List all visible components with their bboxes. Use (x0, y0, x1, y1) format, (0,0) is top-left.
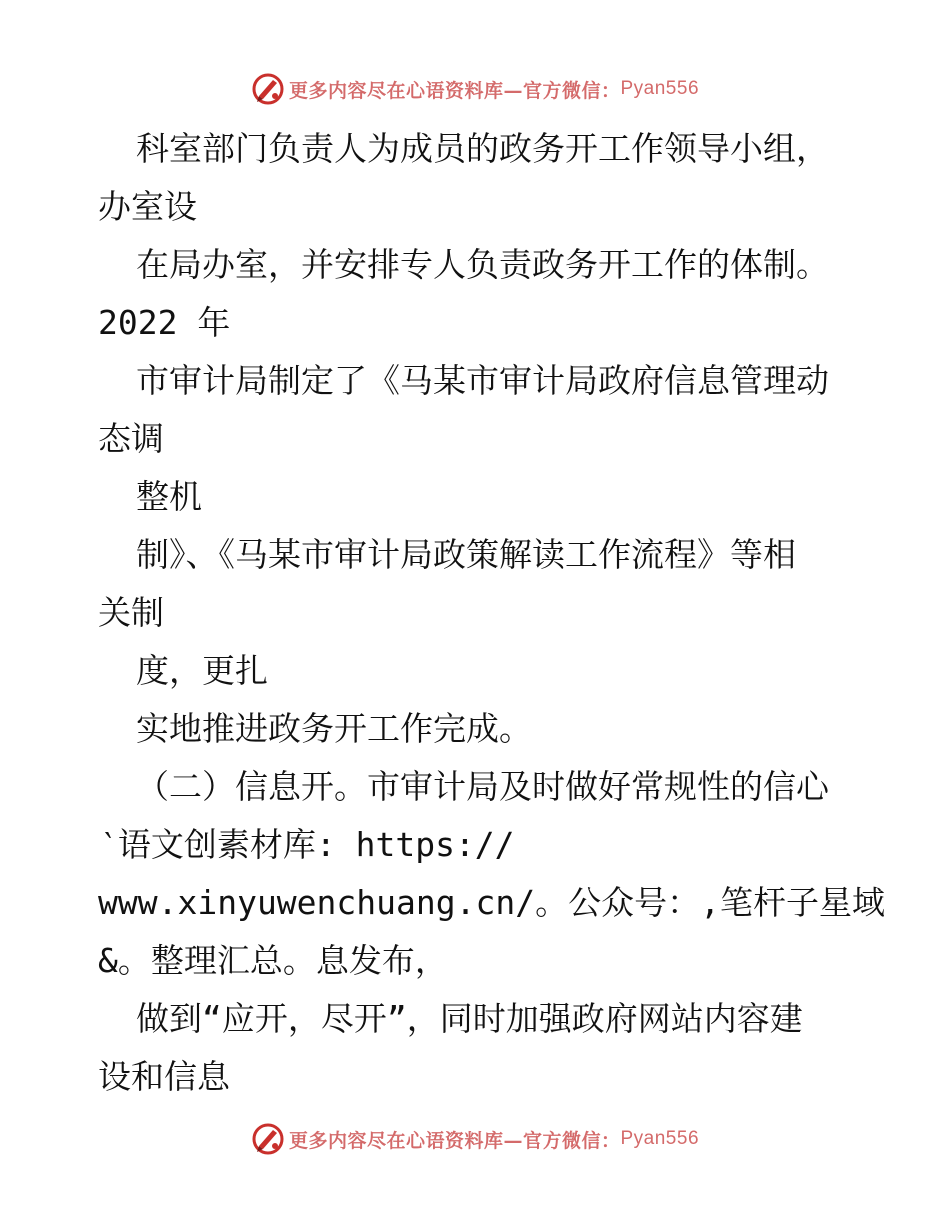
text-line: 设和信息 (98, 1057, 230, 1096)
text-line: 度，更扎 (136, 651, 268, 690)
text-line: 科室部门负责人为成员的政务开工作领导小组， (136, 129, 829, 168)
brush-pen-logo-icon (251, 1122, 285, 1156)
header-watermark-banner (0, 71, 950, 107)
text-line: 制》、《马某市审计局政策解读工作流程》等相 (136, 535, 796, 574)
text-line: www.xinyuwenchuang.cn/。公众号：,笔杆子星域 (98, 883, 885, 922)
text-line: （二）信息开。市审计局及时做好常规性的信心 (136, 767, 829, 806)
text-line: 做到“应开，尽开”，同时加强政府网站内容建 (136, 999, 803, 1038)
text-line: 态调 (98, 419, 164, 458)
text-line: 在局办室，并安排专人负责政务开工作的体制。 (136, 245, 829, 284)
footer-watermark-banner (0, 1121, 950, 1157)
banner-text: 更多内容尽在心语资料库—官方微信： (288, 79, 621, 102)
text-line: ‵语文创素材库: https:// (98, 825, 515, 864)
text-line: 2022 年 (98, 303, 231, 342)
text-line: 实地推进政务开工作完成。 (136, 709, 532, 748)
text-line: &。整理汇总。息发布， (98, 941, 448, 980)
text-line: 市审计局制定了《马某市审计局政府信息管理动 (136, 361, 829, 400)
banner-text: 更多内容尽在心语资料库—官方微信： (288, 1129, 621, 1152)
brush-pen-logo-icon (251, 72, 285, 106)
banner-wechat-id: Pyan556 (620, 78, 700, 99)
text-line: 关制 (98, 593, 164, 632)
banner-wechat-id: Pyan556 (620, 1128, 700, 1149)
text-line: 整机 (136, 477, 202, 516)
document-body (98, 120, 898, 1106)
text-line: 办室设 (98, 187, 197, 226)
